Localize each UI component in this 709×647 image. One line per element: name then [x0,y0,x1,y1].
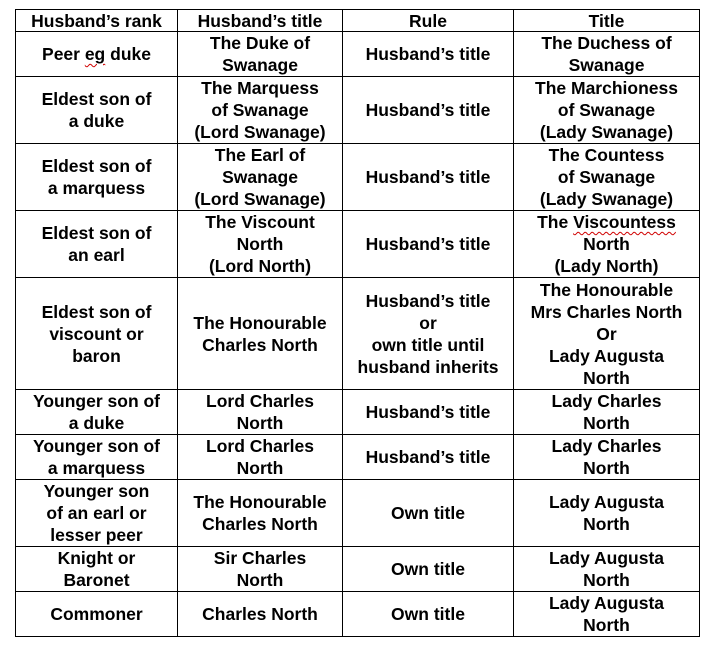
husband-title-cell [178,32,343,77]
cell-line: of Swanage [557,100,656,120]
cell-line: Lady Augusta [548,492,665,512]
cell-line: The Marchioness [535,78,678,98]
cell-line: The Honourable [193,492,327,512]
cell-line: an earl [68,245,125,265]
cell-line: (Lady Swanage) [539,122,674,142]
cell-line: The Duchess of [541,33,672,53]
cell-line: Own title [391,559,465,579]
rank-cell [16,77,178,144]
cell-line: Husband’s title [365,402,491,422]
cell-line: of an earl or [46,503,147,523]
cell-line: Lord Charles [206,391,314,411]
cell-line: or [419,312,437,333]
title-cell [514,547,700,592]
cell-line: Eldest son of [41,223,152,243]
header-title: Title [514,10,700,32]
rank-cell [16,144,178,211]
header-husbands-title: Husband’s title [178,10,343,32]
cell-line: Lady Charles [551,391,662,411]
cell-line: Lady Augusta [548,345,665,366]
cell-line: a duke [68,413,125,433]
rank-cell [16,211,178,278]
rank-cell [16,390,178,435]
cell-line: Eldest son of [41,156,152,176]
header-row [16,10,700,32]
cell-line: North [583,234,630,254]
cell-line: Or [596,323,617,344]
cell-line: Lord Charles [206,436,314,456]
cell-line: lesser peer [50,525,143,545]
cell-line: viscount or [49,323,144,344]
cell-line: baron [72,345,121,366]
husband-title-cell [178,278,343,390]
cell-line: Commoner [50,604,143,624]
cell-line: North [583,570,630,590]
title-cell [514,144,700,211]
husband-title-cell [178,390,343,435]
cell-line: The Duke of [209,33,311,53]
cell-line: North [583,514,630,534]
table-header [16,10,700,32]
rule-cell [343,592,514,637]
titles-table [15,9,700,637]
rank-cell [16,547,178,592]
cell-line: Eldest son of [41,301,152,322]
cell-line: The Viscountess [537,212,676,232]
table-row [16,278,700,390]
cell-line: (Lord Swanage) [194,189,326,209]
husband-title-cell [178,77,343,144]
husband-title-cell [178,435,343,480]
cell-line: (Lady North) [554,256,659,276]
cell-line: a marquess [47,458,146,478]
cell-line: own title until [371,334,485,355]
cell-line: Lady Augusta [548,593,665,613]
cell-line: Lady Charles [551,436,662,456]
rule-cell [343,390,514,435]
cell-line: Husband’s title [365,167,491,187]
cell-line: Husband’s title [365,44,491,64]
header-rule: Rule [343,10,514,32]
title-cell [514,32,700,77]
cell-line: (Lord North) [208,256,312,276]
cell-line: The Earl of [214,145,306,165]
table-row [16,144,700,211]
cell-line: The Honourable [539,279,674,300]
cell-line: Younger son of [32,436,161,456]
cell-line: Own title [391,604,465,624]
rule-cell [343,278,514,390]
table-row [16,77,700,144]
table-row [16,547,700,592]
cell-line: The Honourable [193,312,327,333]
husband-title-cell [178,547,343,592]
cell-line: Charles North [202,514,318,534]
cell-line: Charles North [202,604,318,624]
cell-line: Knight or [57,548,136,568]
cell-line: of Swanage [211,100,309,120]
cell-line: Husband’s title [365,290,491,311]
cell-line: North [236,570,284,590]
table-row [16,211,700,278]
husband-title-cell [178,144,343,211]
table-row [16,390,700,435]
rule-cell [343,435,514,480]
table-row [16,435,700,480]
cell-line: Husband’s title [365,234,491,254]
cell-line: (Lady Swanage) [539,189,674,209]
cell-line: Swanage [568,55,645,75]
cell-line: North [236,234,284,254]
cell-line: The Countess [548,145,665,165]
table-body [16,32,700,637]
title-cell [514,390,700,435]
cell-line: Husband’s title [365,100,491,120]
rank-cell [16,435,178,480]
table-row [16,592,700,637]
cell-line: North [583,458,630,478]
cell-line: Charles North [202,334,318,355]
cell-line: a duke [68,111,125,131]
cell-line: a marquess [47,178,146,198]
husband-title-cell [178,211,343,278]
cell-line: Younger son [43,481,150,501]
cell-line: Baronet [63,570,130,590]
cell-line: Swanage [222,167,298,187]
title-cell [514,480,700,547]
cell-line: Sir Charles [213,548,307,568]
title-cell [514,435,700,480]
rule-cell [343,77,514,144]
rule-cell [343,32,514,77]
header-husbands-rank: Husband’s rank [16,10,178,32]
rank-cell [16,480,178,547]
cell-line: Younger son of [32,391,161,411]
husband-title-cell [178,592,343,637]
cell-line: North [583,615,630,635]
cell-line: Eldest son of [41,89,152,109]
title-cell [514,278,700,390]
cell-line: North [583,413,630,433]
husband-title-cell [178,480,343,547]
cell-line: Mrs Charles North [530,301,683,322]
cell-line: Lady Augusta [548,548,665,568]
cell-line: (Lord Swanage) [194,122,326,142]
table-row [16,32,700,77]
rule-cell [343,547,514,592]
table-row [16,480,700,547]
cell-line: husband inherits [357,356,499,377]
cell-line: Swanage [222,55,298,75]
rule-cell [343,211,514,278]
rank-cell [16,278,178,390]
title-cell [514,77,700,144]
cell-line: North [236,413,284,433]
title-cell [514,592,700,637]
cell-line: The Viscount [205,212,315,232]
cell-line: Husband’s title [365,447,491,467]
rank-cell [16,32,178,77]
cell-line: Peer eg duke [42,44,151,64]
cell-line: Own title [391,503,465,523]
cell-line: North [236,458,284,478]
cell-line: of Swanage [557,167,656,187]
cell-line: The Marquess [201,78,319,98]
title-cell [514,211,700,278]
document-page [15,9,700,637]
cell-line: North [583,367,630,388]
rule-cell [343,144,514,211]
rank-cell [16,592,178,637]
rule-cell [343,480,514,547]
